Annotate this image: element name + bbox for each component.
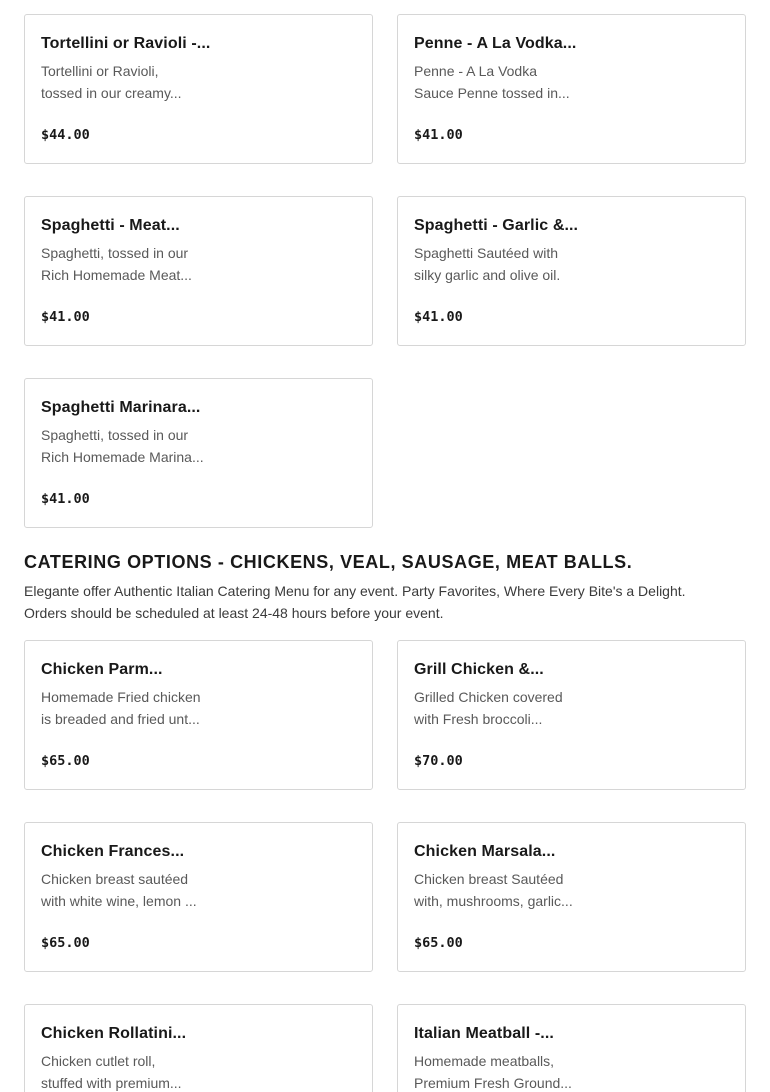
menu-item-card[interactable] xyxy=(397,640,746,790)
item-description xyxy=(414,868,589,912)
item-description-line: Sauce Penne tossed in... xyxy=(414,85,570,101)
item-description-line: silky garlic and olive oil. xyxy=(414,267,561,283)
item-price: $65.00 xyxy=(41,753,90,769)
item-description-line: with, mushrooms, garlic... xyxy=(414,893,573,909)
menu-item-card[interactable] xyxy=(397,1004,746,1092)
item-description xyxy=(41,424,216,468)
menu-item-card[interactable] xyxy=(24,378,373,528)
item-price: $41.00 xyxy=(41,491,90,507)
item-description-line: Rich Homemade Meat... xyxy=(41,267,192,283)
item-description xyxy=(41,60,216,104)
item-description xyxy=(414,686,589,730)
item-description-line: Penne - A La Vodka xyxy=(414,63,537,79)
item-description-line: Chicken breast Sautéed xyxy=(414,871,564,887)
section-description-line: Elegante offer Authentic Italian Catering Menu for any event. Party Favorites, Where Every Bite's a Delight. xyxy=(24,583,686,599)
menu-item-card[interactable] xyxy=(397,196,746,346)
item-title: Penne - A La Vodka... xyxy=(414,35,577,52)
menu-item-card[interactable] xyxy=(24,14,373,164)
item-description xyxy=(41,686,216,730)
menu-item-card[interactable] xyxy=(397,822,746,972)
item-title: Spaghetti - Meat... xyxy=(41,217,180,234)
item-price: $65.00 xyxy=(41,935,90,951)
menu-item-card[interactable] xyxy=(24,640,373,790)
item-description-line: Spaghetti, tossed in our xyxy=(41,245,189,261)
section-title: CATERING OPTIONS - CHICKENS, VEAL, SAUSAGE, MEAT BALLS. xyxy=(24,552,633,572)
section-description xyxy=(24,580,746,624)
item-title: Chicken Parm... xyxy=(41,661,163,678)
item-description-line: Chicken breast sautéed xyxy=(41,871,189,887)
item-description xyxy=(41,242,216,286)
menu-item-card[interactable] xyxy=(24,196,373,346)
item-title: Chicken Rollatini... xyxy=(41,1025,187,1042)
item-description-line: Tortellini or Ravioli, xyxy=(41,63,159,79)
item-price: $65.00 xyxy=(414,935,463,951)
menu-item-card[interactable] xyxy=(397,14,746,164)
item-title: Italian Meatball -... xyxy=(414,1025,554,1042)
item-title: Chicken Marsala... xyxy=(414,843,556,860)
item-description xyxy=(41,1050,216,1092)
item-description-line: stuffed with premium... xyxy=(41,1075,182,1091)
item-description-line: with white wine, lemon ... xyxy=(41,893,197,909)
item-price: $70.00 xyxy=(414,753,463,769)
item-description-line: Premium Fresh Ground... xyxy=(414,1075,572,1091)
item-description-line: Grilled Chicken covered xyxy=(414,689,563,705)
item-description-line: Spaghetti, tossed in our xyxy=(41,427,189,443)
item-price: $44.00 xyxy=(41,127,90,143)
item-price: $41.00 xyxy=(41,309,90,325)
item-description-line: Homemade meatballs, xyxy=(414,1053,555,1069)
item-title: Spaghetti Marinara... xyxy=(41,399,201,416)
section-description-line: Orders should be scheduled at least 24-48 hours before your event. xyxy=(24,605,444,621)
item-description xyxy=(41,868,216,912)
item-description-line: Spaghetti Sautéed with xyxy=(414,245,558,261)
item-title: Grill Chicken &... xyxy=(414,661,544,678)
item-description-line: Chicken cutlet roll, xyxy=(41,1053,156,1069)
item-title: Tortellini or Ravioli -... xyxy=(41,35,211,52)
menu-item-card[interactable] xyxy=(24,1004,373,1092)
item-description xyxy=(414,242,589,286)
menu-item-card[interactable] xyxy=(24,822,373,972)
item-description-line: tossed in our creamy... xyxy=(41,85,182,101)
item-price: $41.00 xyxy=(414,309,463,325)
pasta-items-grid xyxy=(24,14,746,528)
item-description-line: is breaded and fried unt... xyxy=(41,711,200,727)
item-description-line: Rich Homemade Marina... xyxy=(41,449,204,465)
item-description xyxy=(414,1050,589,1092)
item-description xyxy=(414,60,589,104)
catering-items-grid xyxy=(24,640,746,1092)
item-price: $41.00 xyxy=(414,127,463,143)
item-title: Chicken Frances... xyxy=(41,843,185,860)
item-description-line: with Fresh broccoli... xyxy=(414,711,543,727)
item-title: Spaghetti - Garlic &... xyxy=(414,217,579,234)
item-description-line: Homemade Fried chicken xyxy=(41,689,201,705)
